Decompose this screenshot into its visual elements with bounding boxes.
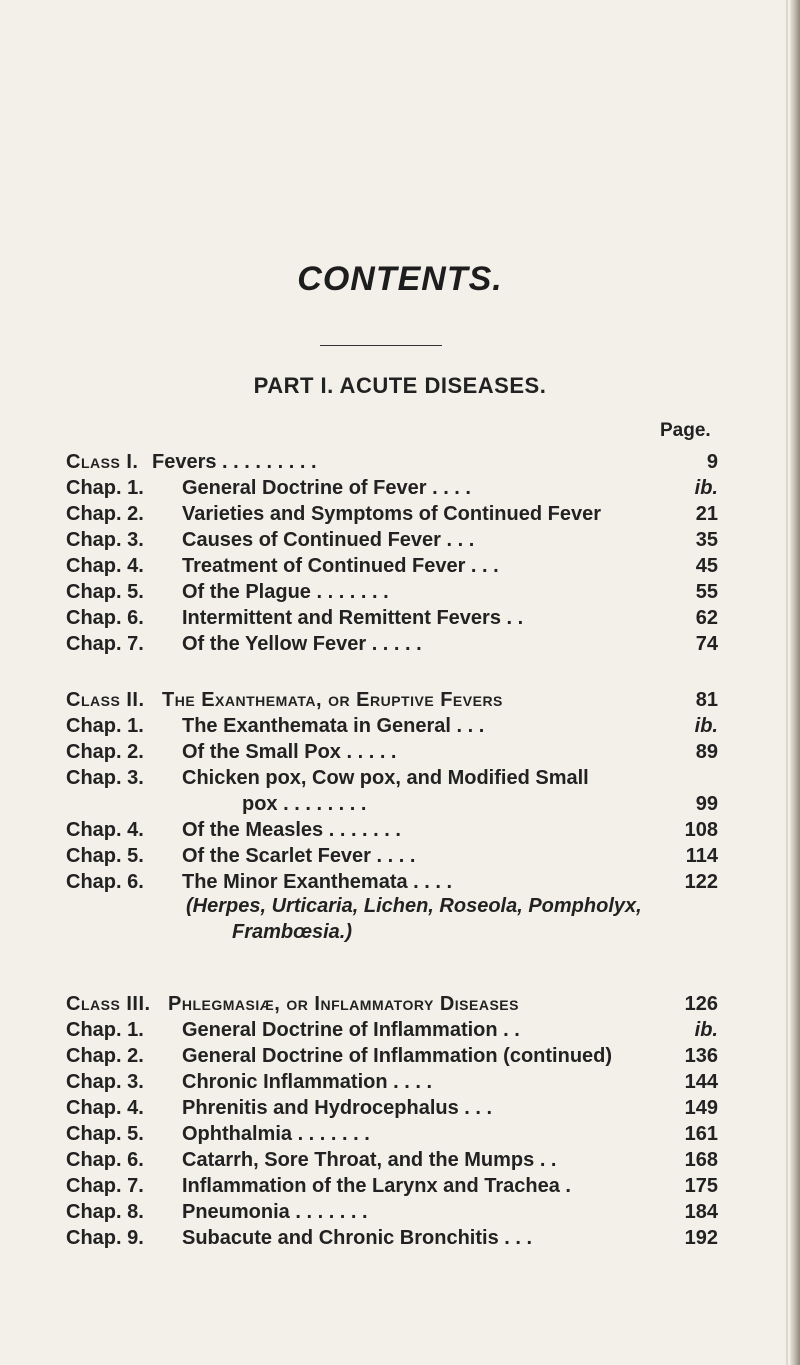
chapter-page: 149	[684, 1097, 718, 1119]
chapter-title: Of the Scarlet Fever . . . .	[182, 845, 416, 867]
chapter-row	[66, 1172, 718, 1200]
chapter-label: Chap. 3.	[66, 529, 144, 551]
chapter-row	[66, 712, 718, 740]
chapter-page: 74	[695, 633, 718, 655]
chapter-title: pox . . . . . . . .	[242, 793, 367, 815]
chapter-label: Chap. 7.	[66, 1175, 144, 1197]
chapter-title: Of the Small Pox . . . . .	[182, 741, 397, 763]
chapter-title: Intermittent and Remittent Fevers . .	[182, 607, 524, 629]
chapter-label: Chap. 2.	[66, 503, 144, 525]
class-label: Class II.	[66, 689, 145, 711]
chapter-label: Chap. 3.	[66, 1071, 144, 1093]
chapter-label: Chap. 5.	[66, 845, 144, 867]
chapter-label: Chap. 9.	[66, 1227, 144, 1249]
chapter-row	[66, 526, 718, 554]
page-edge	[790, 0, 800, 1365]
chapter-title: Chronic Inflammation . . . .	[182, 1071, 433, 1093]
chapter-row	[66, 1198, 718, 1226]
chapter-page: 114	[685, 845, 718, 867]
chapter-title: Of the Plague . . . . . . .	[182, 581, 389, 603]
chapter-page: 192	[684, 1227, 718, 1249]
class-row	[66, 686, 718, 714]
chapter-page: ib.	[694, 715, 718, 737]
chapter-row	[66, 816, 718, 844]
chapter-label: Chap. 6.	[66, 1149, 144, 1171]
class-row	[66, 990, 718, 1018]
chapter-title: Ophthalmia . . . . . . .	[182, 1123, 370, 1145]
chapter-label: Chap. 2.	[66, 741, 144, 763]
chapter-row	[66, 1042, 718, 1070]
chapter-title: The Exanthemata in General . . .	[182, 715, 485, 737]
chapter-label: Chap. 6.	[66, 871, 144, 893]
chapter-page: 62	[695, 607, 718, 629]
chapter-row	[66, 552, 718, 580]
chapter-label: Chap. 1.	[66, 715, 144, 737]
class-title: The Exanthemata, or Eruptive Fevers	[162, 689, 503, 711]
class-page: 126	[684, 993, 718, 1015]
chapter-page: 184	[684, 1201, 718, 1223]
chapter-title: Inflammation of the Larynx and Trachea .	[182, 1175, 571, 1197]
class-row	[66, 448, 718, 476]
chapter-row	[66, 604, 718, 632]
chapter-label: Chap. 3.	[66, 767, 144, 789]
chapter-title: Phrenitis and Hydrocephalus . . .	[182, 1097, 493, 1119]
part-heading: PART I. ACUTE DISEASES.	[253, 373, 547, 398]
chapter-title: General Doctrine of Inflammation (continued)	[182, 1045, 613, 1067]
chapter-title: Chicken pox, Cow pox, and Modified Small	[182, 767, 589, 789]
chapter-page: 122	[684, 871, 718, 893]
page-title: CONTENTS.	[297, 260, 503, 298]
chapter-label: Chap. 8.	[66, 1201, 144, 1223]
chapter-title: The Minor Exanthemata . . . .	[182, 871, 453, 893]
chapter-page: 161	[684, 1123, 718, 1145]
chapter-page: 175	[684, 1175, 718, 1197]
chapter-label: Chap. 4.	[66, 555, 144, 577]
class-page: 9	[706, 451, 718, 473]
class-title: Phlegmasiæ, or Inflammatory Diseases	[168, 993, 519, 1015]
chapter-row	[66, 868, 718, 896]
class-title: Fevers . . . . . . . . .	[152, 451, 317, 473]
chapter-row	[66, 578, 718, 606]
chapter-title: Causes of Continued Fever . . .	[182, 529, 475, 551]
chapter-label: Chap. 6.	[66, 607, 144, 629]
chapter-title: Pneumonia . . . . . . .	[182, 1201, 368, 1223]
chapter-page: ib.	[694, 477, 718, 499]
chapter-row	[66, 474, 718, 502]
chapter-title: General Doctrine of Fever . . . .	[182, 477, 471, 499]
class-page: 81	[695, 689, 718, 711]
title-rule	[320, 345, 442, 346]
chapter-title: General Doctrine of Inflammation . .	[182, 1019, 520, 1041]
chapter-page: 144	[684, 1071, 718, 1093]
chapter-page: 35	[695, 529, 718, 551]
chapter-label: Chap. 1.	[66, 477, 144, 499]
subnote-line: (Herpes, Urticaria, Lichen, Roseola, Pompholyx,	[186, 895, 642, 917]
chapter-row	[66, 630, 718, 658]
chapter-page: 21	[695, 503, 718, 525]
chapter-page: 45	[695, 555, 718, 577]
chapter-title: Catarrh, Sore Throat, and the Mumps . .	[182, 1149, 557, 1171]
chapter-label: Chap. 4.	[66, 819, 144, 841]
chapter-row	[66, 500, 718, 528]
chapter-title: Of the Measles . . . . . . .	[182, 819, 401, 841]
chapter-title: Subacute and Chronic Bronchitis . . .	[182, 1227, 533, 1249]
chapter-row	[66, 842, 718, 870]
class-label: Class I.	[66, 451, 139, 473]
chapter-title: Of the Yellow Fever . . . . .	[182, 633, 422, 655]
chapter-row-continued	[66, 790, 718, 818]
chapter-label: Chap. 2.	[66, 1045, 144, 1067]
chapter-row	[66, 1016, 718, 1044]
chapter-row	[66, 1068, 718, 1096]
chapter-row	[66, 764, 718, 792]
chapter-row	[66, 1224, 718, 1252]
chapter-page: ib.	[694, 1019, 718, 1041]
page-edge-line	[786, 0, 788, 1365]
chapter-label: Chap. 4.	[66, 1097, 144, 1119]
chapter-label: Chap. 1.	[66, 1019, 144, 1041]
chapter-label: Chap. 5.	[66, 581, 144, 603]
class-label: Class III.	[66, 993, 151, 1015]
chapter-page: 89	[695, 741, 718, 763]
chapter-label: Chap. 5.	[66, 1123, 144, 1145]
chapter-title: Treatment of Continued Fever . . .	[182, 555, 499, 577]
chapter-title: Varieties and Symptoms of Continued Fever	[182, 503, 601, 525]
chapter-page: 55	[695, 581, 718, 603]
chapter-label: Chap. 7.	[66, 633, 144, 655]
chapter-row	[66, 1120, 718, 1148]
chapter-page: 99	[695, 793, 718, 815]
chapter-row	[66, 1094, 718, 1122]
chapter-page: 168	[684, 1149, 718, 1171]
chapter-row	[66, 738, 718, 766]
page-column-header: Page.	[660, 420, 711, 441]
chapter-row	[66, 1146, 718, 1174]
subnote-line: Frambœsia.)	[232, 921, 353, 943]
chapter-page: 108	[684, 819, 718, 841]
chapter-page: 136	[684, 1045, 718, 1067]
